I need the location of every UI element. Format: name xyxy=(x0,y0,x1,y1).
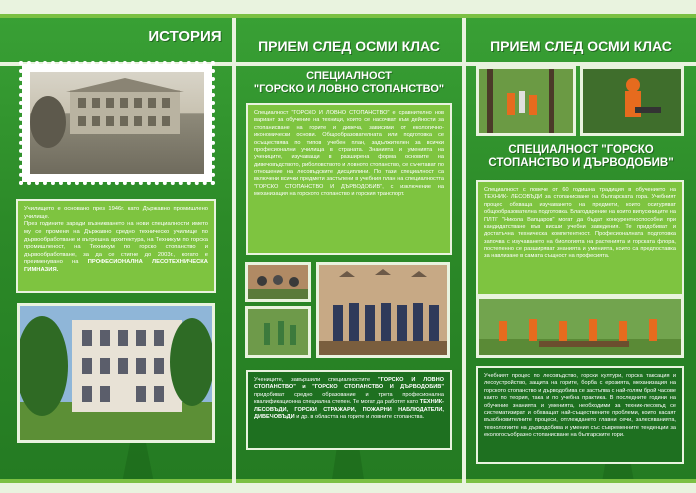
school-building-photo xyxy=(17,303,215,443)
top-frame-stripe xyxy=(0,0,696,14)
column-divider xyxy=(462,18,466,483)
students-illustration xyxy=(248,265,308,299)
col3-description: Специалност с повече от 60 годишна традиция в обучението на ТЕХНИК- ЛЕСОВЪДИ за стопанисване на българската гора. Учебният процес обхваща изучаването на предмети, които осигуряват общообразователна подготовка. Благодарение на които випускниците на ПЛТГ "Никола Вапцаров" могат да бъдат конкурентноспособни при кандидатстване във висши учебни заведения. Те придобиват и достатъчна техническа компетентност. Професионалната подготовка започва с изучаването на биологията на растенията и горската флора, постепенно се разширяват знанията и уменията, които са предпоставка за навлизане в самата същност на професията. xyxy=(484,187,676,260)
gallery-photo-2 xyxy=(245,306,311,358)
col3-practice-text: Учебният процес по лесовъдство, горски култури, горска таксация и лесоустройство, защита на горите, борба с ерозията, механизация на горското стопанство и дърводобива се застъпва с най-голям брой часове както по теория, така и по учебна практика. В последните години на обучение знанията и уменията, необходими за техник-лесовъд се систематизират и обхващат най-съществените проблеми, които касаят възобновителните процеси, отглеждането главни сечи, залесяванията, технологиите на дърводобива и умения със съвременните тенденции за екологосъобразно стопанисване на българските гори. xyxy=(484,373,676,438)
bottom-frame-stripe xyxy=(0,483,696,493)
history-text-2: През годините заради възникването на нови специалности името му се променя на Държавно средно техническо училище по дървообработване и вътрешна архитектура, на Техникум по горска промишленост, на Техникум по горско стопанство и дървообработване, за да се стигне до 2003г., когато е преименувано на xyxy=(24,221,208,266)
col3-specialty-heading xyxy=(466,144,696,170)
forest-workers-illustration xyxy=(479,69,573,133)
history-text-bold: ПРОФЕСИОНАЛНА ЛЕСОТЕХНИЧЕСКА ГИМНАЗИЯ. xyxy=(24,259,208,274)
historic-building-photo xyxy=(30,72,204,174)
col3-specialty-name: СТОПАНСТВО И ДЪРВОДОБИВ" xyxy=(488,157,674,170)
col2-career-text-a: Учениците, завършили специалностите xyxy=(254,377,371,383)
title-underline xyxy=(236,62,462,66)
gallery-photo-1 xyxy=(245,262,311,302)
forest-group-illustration xyxy=(479,299,681,355)
col2-description: Специалност "ГОРСКО И ЛОВНО СТОПАНСТВО" е сравнително нов вариант за обучение на техници, които се насочват към дейности за стопанисване на горите и дивеча, зависими от екологично-икономически основи. Общообразователната или подготовка се осъществява по типов учебен план, задължителен за всички професионални училища в страната. Знанията и уменията на учениците, изучаващи в разширена форма основите на дивечовъдството, риболовството и ловното стопанство, се съчетават по отношение на лесовъдските дисциплини. По тази специалност са включени всички предмети застъпени в учебния план на специалността "ГОРСКО СТОПАНСТВО И ДЪРВОДОБИВ", с изключение на механизация на горското стопанство и горския транспорт. xyxy=(254,110,444,198)
history-text-box xyxy=(16,199,216,293)
col2-career-box xyxy=(246,370,452,450)
col2-description-box xyxy=(246,103,452,255)
col2-specialty-heading xyxy=(236,70,462,95)
col3-specialty-label: СПЕЦИАЛНОСТ "ГОРСКО xyxy=(508,144,654,156)
col2-career-text-e: и др. в областта на горите и ловните стопанства. xyxy=(296,413,425,420)
history-text-1: Училището е основано през 1946г. като Държавно промишлено училище. xyxy=(24,206,208,220)
col3-practice-box xyxy=(476,366,684,464)
chainsaw-worker-illustration xyxy=(583,69,681,133)
col2-career-professions: ТЕХНИК-ЛЕСОВЪДИ, ГОРСКИ СТРАЖАРИ, ПОЖАРНИ НАБЛЮДАТЕЛИ, ДИВЕЧОВЪДИ xyxy=(254,399,444,420)
col2-career-specialties: "ГОРСКО И ЛОВНО СТОПАНСТВО" и "ГОРСКО СТОПАНСТВО И ДЪРВОДОБИВ" xyxy=(254,377,444,391)
school-building-illustration xyxy=(20,306,212,440)
col2-specialty-label: СПЕЦИАЛНОСТ xyxy=(306,70,392,82)
col3-description-box xyxy=(476,180,684,296)
students-outdoor-illustration xyxy=(248,309,308,355)
chainsaw-worker-photo xyxy=(580,66,684,136)
historic-photo-stamp xyxy=(22,64,212,182)
forest-workers-photo xyxy=(476,66,576,136)
col2-career-text-c: придобиват средно образование и трета професионална квалификационна специална степен. Те могат да работят като xyxy=(254,391,444,406)
forest-group-photo xyxy=(476,296,684,358)
col3-title: ПРИЕМ СЛЕД ОСМИ КЛАС xyxy=(490,38,672,54)
gallery-photo-3 xyxy=(316,262,450,358)
group-photo-illustration xyxy=(319,265,447,355)
historic-building-illustration xyxy=(30,72,204,174)
history-title: ИСТОРИЯ xyxy=(148,28,222,45)
col2-title: ПРИЕМ СЛЕД ОСМИ КЛАС xyxy=(258,38,440,54)
col2-specialty-name: "ГОРСКО И ЛОВНО СТОПАНСТВО" xyxy=(253,82,445,95)
